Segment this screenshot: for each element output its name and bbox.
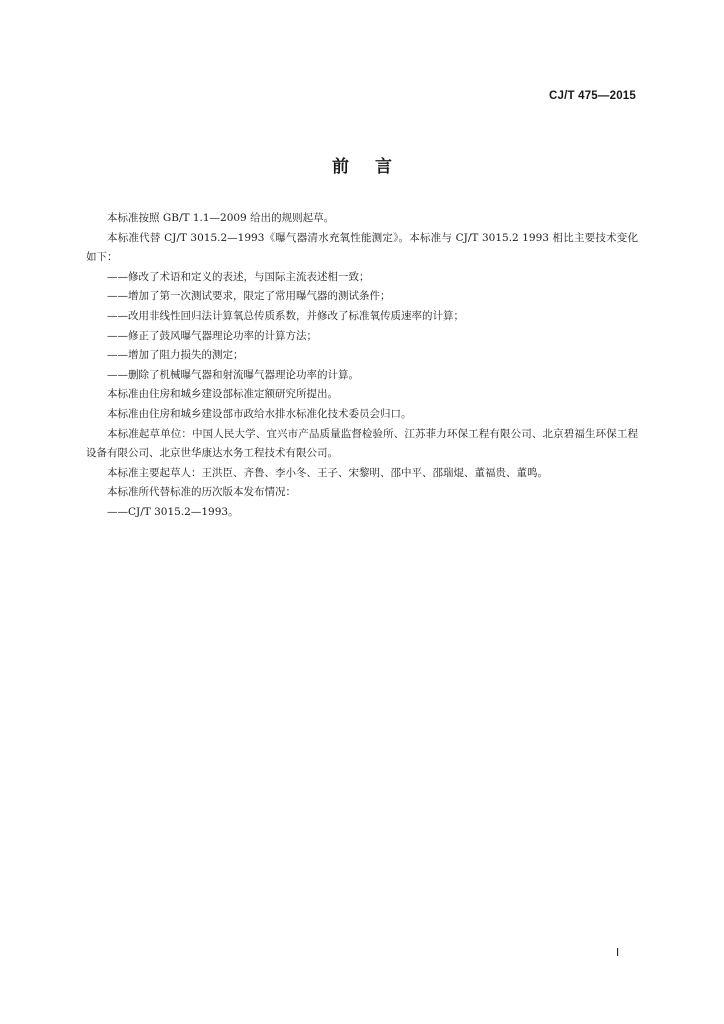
change-item: ——改用非线性回归法计算氧总传质系数，并修改了标准氧传质速率的计算；: [107, 309, 464, 322]
paragraph-drafting-units: 本标准起草单位：中国人民大学、宜兴市产品质量监督检验所、江苏菲力环保工程有限公司、北京碧福生环保工程设备有限公司、北京世华康达水务工程技术有限公司。: [86, 427, 638, 460]
document-body: [86, 209, 638, 523]
change-item: ——修改了术语和定义的表述，与国际主流表述相一致；: [107, 270, 370, 283]
paragraph-replaces-standard: 本标准代替 CJ/T 3015.2—1993《曝气器清水充氧性能测定》。本标准与 CJ/T 3015.2 1993 相比主要技术变化如下：: [86, 231, 638, 264]
change-item: ——删除了机械曝气器和射流曝气器理论功率的计算。: [107, 368, 359, 381]
paragraph-drafters: 本标准主要起草人：王洪臣、齐鲁、李小冬、王子、宋黎明、邵中平、邵瑞焜、董福贵、董鸣。: [107, 466, 548, 479]
change-item: ——增加了阻力损失的测定；: [107, 349, 244, 362]
paragraph-administrator: 本标准由住房和城乡建设部市政给水排水标准化技术委员会归口。: [107, 407, 412, 420]
history-item: ——CJ/T 3015.2—1993。: [107, 505, 239, 518]
change-item: ——修正了鼓风曝气器理论功率的计算方法；: [107, 329, 317, 342]
standard-number: CJ/T 475—2015: [549, 90, 636, 102]
paragraph-drafting-rules: 本标准按照 GB/T 1.1—2009 给出的规则起草。: [107, 212, 335, 224]
paragraph-proposer: 本标准由住房和城乡建设部标准定额研究所提出。: [107, 388, 338, 401]
page-number: Ⅰ: [616, 947, 620, 959]
paragraph-history-heading: 本标准所代替标准的历次版本发布情况：: [107, 486, 296, 499]
change-item: ——增加了第一次测试要求，限定了常用曝气器的测试条件；: [107, 290, 391, 303]
page-title: 前言: [332, 157, 418, 177]
